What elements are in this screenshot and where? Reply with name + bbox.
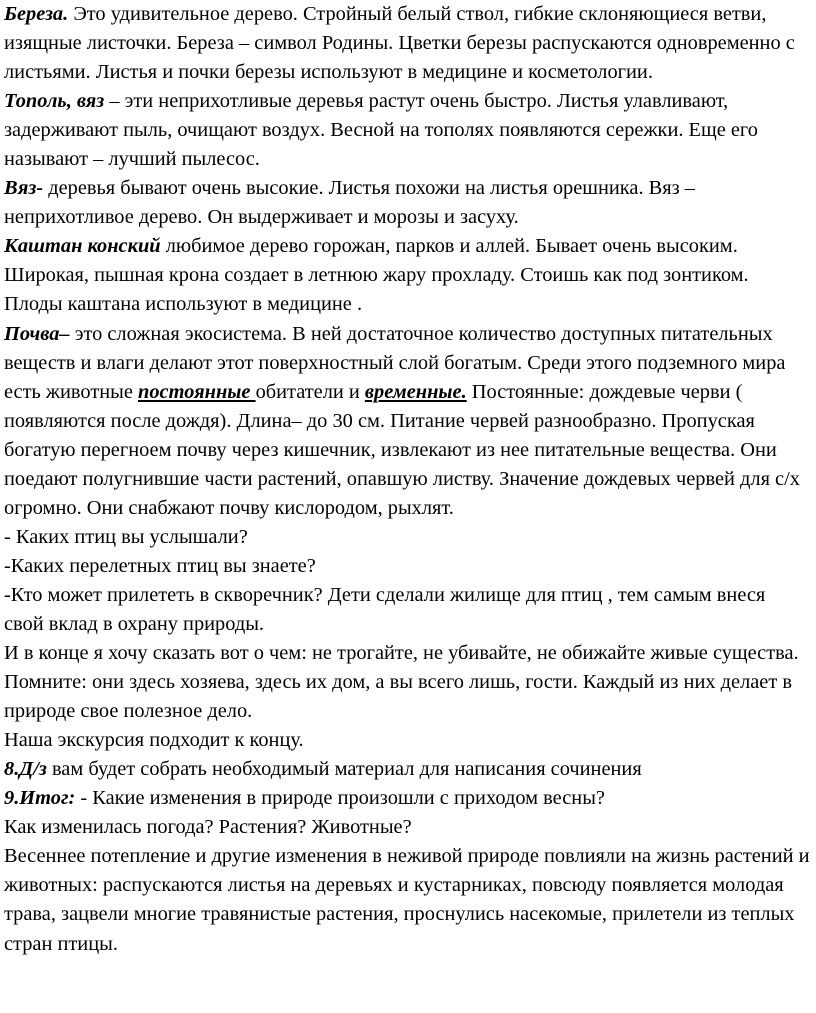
- paragraph-homework: [4, 755, 810, 784]
- text-soil-2: обитатели и: [255, 380, 365, 403]
- paragraph-soil: [4, 320, 810, 523]
- paragraph-birch: [4, 0, 810, 87]
- paragraph-tour-end: Наша экскурсия подходит к концу.: [4, 729, 304, 752]
- term-homework: 8.Д/з: [4, 758, 47, 781]
- term-chestnut: Каштан конский: [4, 235, 161, 258]
- question-birdhouse: -Кто может прилететь в скворечник? Дети сделали жилище для птиц , тем самым внеся свой вклад в охрану природы.: [4, 583, 766, 635]
- text-soil-1: это сложная экосистема. В ней достаточное количество доступных питательных веществ и влаги делают этот поверхностный слой богатым. Среди этого подземного мира есть животные: [4, 322, 786, 403]
- paragraph-elm: [4, 174, 810, 232]
- text-poplar: – эти неприхотливые деревья растут очень быстро. Листья улавливают, задерживают пыль, очищают воздух. Весной на тополях появляются сережки. Еще его называют – лучший пылесос.: [4, 90, 758, 171]
- term-soil: Почва–: [4, 322, 70, 345]
- paragraph-chestnut: [4, 232, 810, 319]
- paragraph-poplar: [4, 87, 810, 174]
- text-soil-3: Постоянные: дождевые черви ( появляются после дождя). Длина– до 30 см. Питание червей разнообразно. Пропуская богатую перегноем почву через кишечник, извлекают из нее питательные вещества. Они поедают полугнившие части растений, опавшую листву. Значение дождевых червей для с/х огромно. Они снабжают почву кислородом, рыхлят.: [4, 380, 800, 519]
- text-elm: деревья бывают очень высокие. Листья похожи на листья орешника. Вяз – неприхотливое дерево. Он выдерживает и морозы и засуху.: [4, 177, 695, 229]
- term-permanent: постоянные: [138, 380, 256, 403]
- paragraph-summary: [4, 784, 810, 813]
- term-elm: Вяз-: [4, 177, 44, 200]
- paragraph-closing: И в конце я хочу сказать вот о чем: не трогайте, не убивайте, не обижайте живые существа. Помните: они здесь хозяева, здесь их дом, а вы всего лишь, гости. Каждый из них делает в природе свое полезное дело.: [4, 642, 799, 723]
- text-chestnut: любимое дерево горожан, парков и аллей. Бывает очень высоким. Широкая, пышная крона создает в летнюю жару прохладу. Стоишь как под зонтиком. Плоды каштана используют в медицине .: [4, 235, 749, 316]
- term-temporary: временные.: [364, 380, 467, 403]
- question-birds-heard: - Каких птиц вы услышали?: [4, 525, 248, 548]
- text-birch: Это удивительное дерево. Стройный белый ствол, гибкие склоняющиеся ветви, изящные листочки. Береза – символ Родины. Цветки березы распускаются одновременно с листьями. Листья и почки березы используют в медицине и косметологии.: [4, 3, 795, 84]
- term-summary: 9.Итог:: [4, 787, 76, 810]
- question-migratory-birds: -Каких перелетных птиц вы знаете?: [4, 554, 316, 577]
- question-weather: Как изменилась погода? Растения? Животные?: [4, 816, 412, 839]
- text-homework: вам будет собрать необходимый материал для написания сочинения: [46, 758, 642, 781]
- term-birch: Береза.: [4, 3, 69, 25]
- text-summary: - Какие изменения в природе произошли с приходом весны?: [75, 787, 605, 810]
- term-poplar: Тополь, вяз: [4, 90, 105, 113]
- paragraph-conclusion: Весеннее потепление и другие изменения в неживой природе повлияли на жизнь растений и животных: распускаются листья на деревьях и кустарниках, повсюду появляется молодая трава, зацвели многие травянистые растения, проснулись насекомые, прилетели из теплых стран птицы.: [4, 845, 810, 955]
